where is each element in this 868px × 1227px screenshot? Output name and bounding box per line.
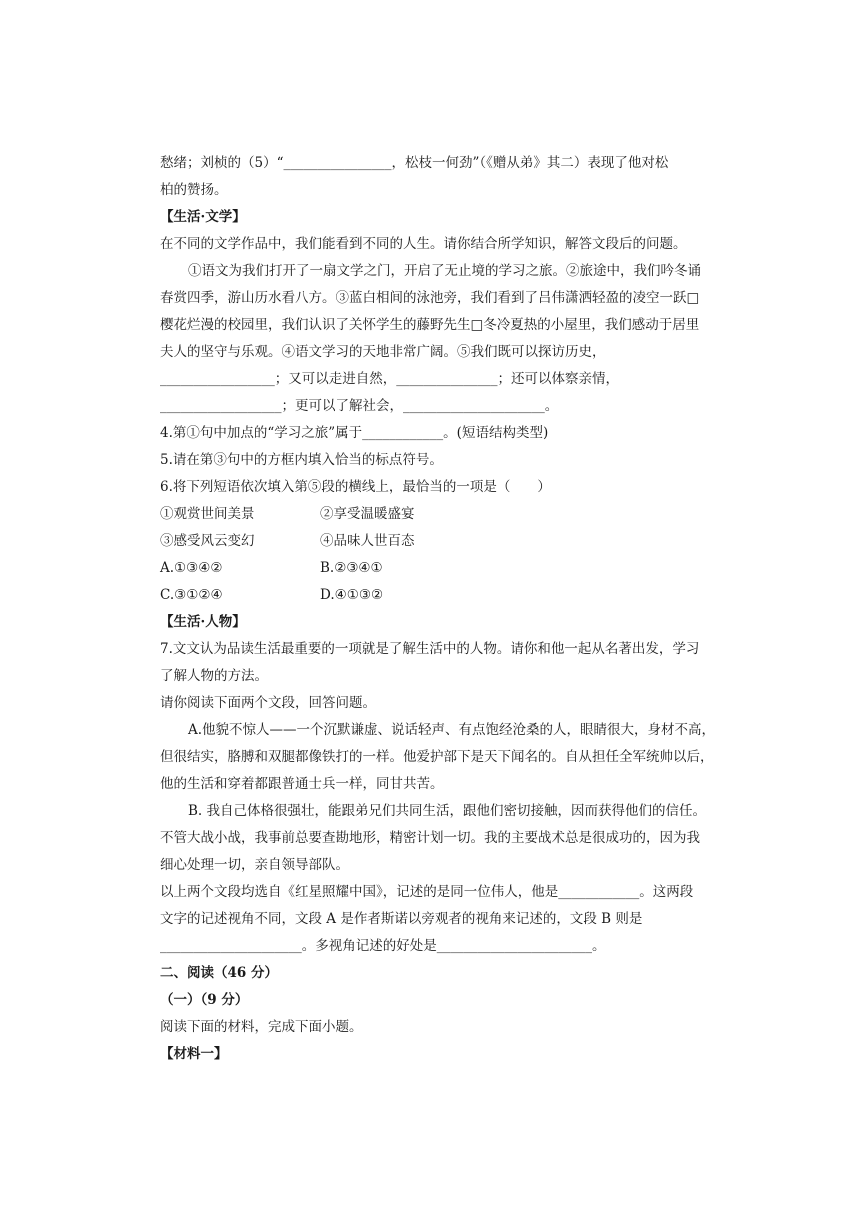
text-line: 但很结实，胳膊和双腿都像铁打的一样。他爱护部下是天下闻名的。自从担任全军统帅以后，	[160, 749, 714, 765]
text-line: 细心处理一切，亲自领导部队。	[160, 857, 349, 873]
text-line: 樱花烂漫的校园里，我们认识了关怀学生的藤野先生□冬冷夏热的小屋里，我们感动于居里	[160, 317, 700, 333]
option-item: ②享受温暖盛宴	[320, 506, 415, 522]
option-row	[160, 501, 720, 528]
text-line: 夫人的坚守与乐观。④语文学习的天地非常广阔。⑤我们既可以探访历史，	[160, 344, 606, 360]
text-line: 文字的记述视角不同，文段 A 是作者斯诺以旁观者的视角来记述的，文段 B 则是	[160, 911, 643, 927]
text-line: A.他貌不惊人——一个沉默谦虚、说话轻声、有点饱经沧桑的人，眼睛很大，身材不高，	[188, 722, 716, 738]
option-row	[160, 582, 720, 609]
section-heading: （一）（9 分）	[160, 992, 249, 1008]
option-item: ④品味人世百态	[320, 533, 415, 549]
text-line: 4.第①句中加点的“学习之旅”属于____________。(短语结构类型)	[160, 425, 549, 441]
option-list	[160, 501, 720, 609]
text-line: 不管大战小战，我事前总要查勘地形，精密计划一切。我的主要战术总是很成功的，因为我	[160, 830, 700, 846]
text-line: 7.文文认为品读生活最重要的一项就是了解生活中的人物。请你和他一起从名著出发，学习	[160, 641, 700, 657]
text-line: 愁绪；刘桢的（5）“________________，松枝一何劲”（《赠从弟》其二）表现了他对松	[160, 155, 669, 171]
text-line: 6.将下列短语依次填入第⑤段的横线上，最恰当的一项是（ ）	[160, 479, 551, 495]
text-line: 了解人物的方法。	[160, 668, 268, 684]
text-line: _____________________。多视角记述的好处是_______________________。	[160, 938, 606, 954]
text-line: 请你阅读下面两个文段，回答问题。	[160, 695, 376, 711]
text-line: 5.请在第③句中的方框内填入恰当的标点符号。	[160, 452, 443, 468]
option-item: C.③①②④	[160, 587, 223, 603]
option-item: D.④①③②	[320, 587, 384, 603]
section-heading: 【生活·人物】	[160, 614, 246, 630]
text-line: ①语文为我们打开了一扇文学之门，开启了无止境的学习之旅。②旅途中，我们吟冬诵	[188, 263, 701, 279]
section-heading: 二、阅读（46 分）	[160, 965, 278, 981]
option-item: ①观赏世间美景	[160, 506, 255, 522]
text-line: __________________；更可以了解社会，_____________________。	[160, 398, 559, 414]
text-block-literature	[160, 150, 720, 501]
section-heading: 【生活·文学】	[160, 209, 246, 225]
option-row	[160, 555, 720, 582]
option-item: B.②③④①	[320, 560, 383, 576]
text-line: 阅读下面的材料，完成下面小题。	[160, 1019, 363, 1035]
text-line: 他的生活和穿着都跟普通士兵一样，同甘共苦。	[160, 776, 444, 792]
document-content	[160, 150, 720, 1068]
option-item: A.①③④②	[160, 560, 223, 576]
text-line: _________________；又可以走进自然，_______________；还可以体察亲情，	[160, 371, 619, 387]
section-heading: 【材料一】	[160, 1046, 228, 1062]
text-line: 在不同的文学作品中，我们能看到不同的人生。请你结合所学知识，解答文段后的问题。	[160, 236, 687, 252]
text-block-people	[160, 609, 720, 1068]
text-line: 柏的赞扬。	[160, 182, 228, 198]
text-line: B. 我自己体格很强壮，能跟弟兄们共同生活，跟他们密切接触，因而获得他们的信任。	[188, 803, 707, 819]
text-line: 春赏四季，游山历水看八方。③蓝白相间的泳池旁，我们看到了吕伟潇洒轻盈的凌空一跃□	[160, 290, 700, 306]
option-row	[160, 528, 720, 555]
option-item: ③感受风云变幻	[160, 533, 255, 549]
text-line: 以上两个文段均选自《红星照耀中国》，记述的是同一位伟人，他是____________。这两段	[160, 884, 694, 900]
